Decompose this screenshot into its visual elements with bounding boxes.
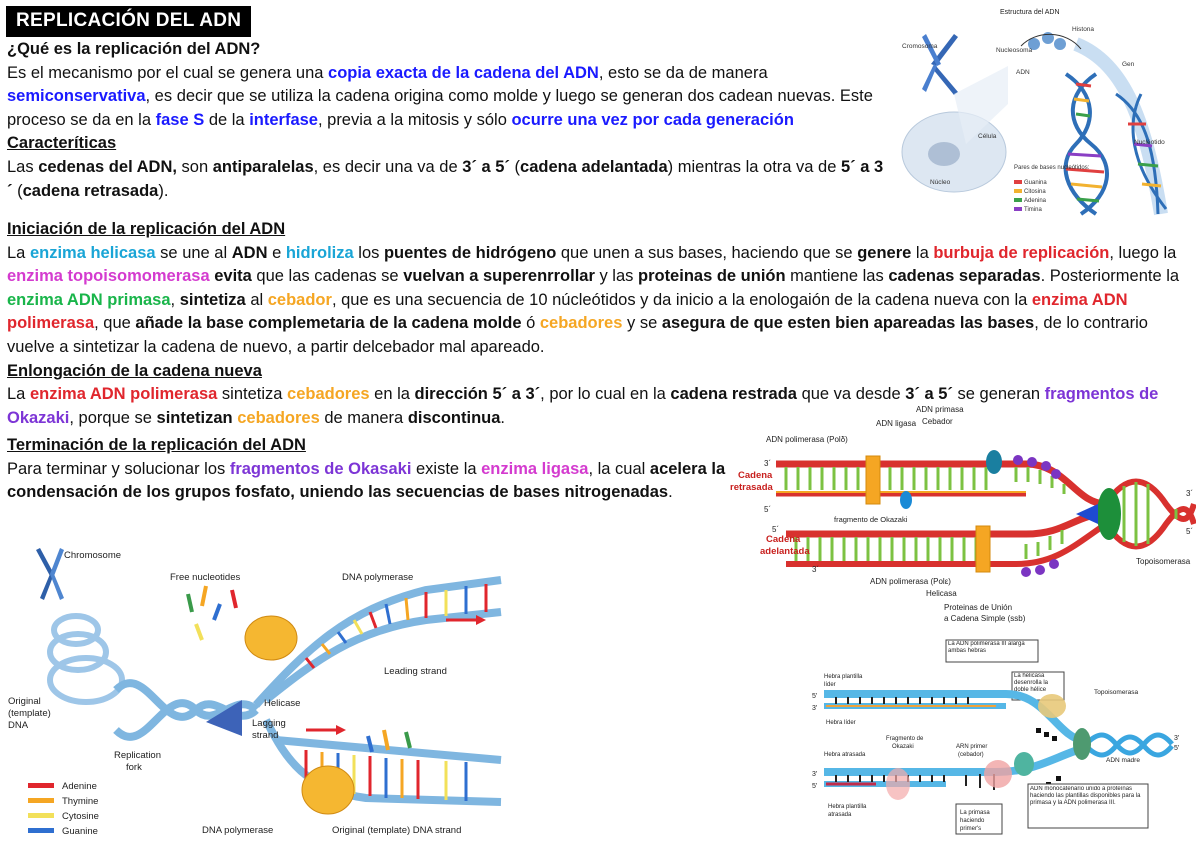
text: La	[7, 243, 30, 262]
note-primasa: haciendo	[960, 818, 985, 824]
section-heading: Enlongación de la cadena nueva	[7, 361, 262, 380]
text: los	[353, 243, 384, 262]
helicase-icon	[1097, 488, 1121, 540]
dna-polymerase-bottom-icon	[302, 766, 354, 814]
label-free-nucleotides: Free nucleotides	[170, 572, 241, 583]
highlight: burbuja de replicación	[933, 243, 1110, 262]
text: , de lo contrario vuelve a sintetizar la cadena de nuevo, a partir delcebador mal apareado.	[7, 314, 1148, 356]
label-topoisomerasa: Topoisomerasa	[1094, 689, 1139, 696]
label-celula: Célula	[978, 133, 997, 140]
bold-text: cadena adelantada	[520, 157, 668, 176]
highlight: cebador	[267, 290, 332, 309]
bold-text: añade la base complemetaria de la cadena molde	[135, 314, 522, 333]
label-adn: ADN	[1016, 69, 1030, 76]
legend-guanine: Guanine	[62, 826, 98, 837]
chromosome-icon	[36, 548, 64, 600]
label-original: (template)	[8, 708, 51, 719]
section-initiation	[7, 218, 1195, 430]
highlight: fragmentos de Okasaki	[229, 459, 412, 478]
legend-timina: Timina	[1024, 207, 1042, 213]
note-polymerase-iii: La ADN polimerasa III alarga ambas hebras	[948, 641, 1025, 654]
label-hebra-atrasada: Hebra atrasada	[824, 752, 866, 758]
legend-adenine: Adenine	[62, 781, 97, 792]
figure-title: Estructura del ADN	[1000, 9, 1060, 16]
note-ssb: ADN monocatenario unido a proteínas haciendo las plantillas disponibles para la primasa y la ADN polimerasa III.	[1030, 786, 1141, 806]
highlight: fase S	[155, 110, 205, 129]
text: (	[509, 157, 521, 176]
section-heading: Iniciación de la replicación del ADN	[7, 220, 286, 238]
label-helicase: Helicase	[264, 698, 301, 709]
label-original-strand: Original (template) DNA strand	[332, 825, 462, 836]
dna-polymerase-top-icon	[245, 616, 297, 660]
highlight: interfase	[249, 110, 318, 129]
highlight: enzima ADN polimerasa	[7, 290, 1128, 333]
label-ligasa: ADN ligasa	[876, 419, 917, 428]
lagging-strand-bases	[786, 467, 1064, 494]
label-primasa: ADN primasa	[916, 405, 964, 414]
polymerase-bottom-icon	[984, 760, 1012, 788]
okazaki-icon	[886, 768, 910, 800]
highlight: hidroliza	[285, 243, 354, 262]
primase-icon	[1014, 752, 1034, 776]
legend-guanina: Guanina	[1024, 180, 1047, 186]
label-3prime: 3´	[764, 459, 772, 468]
label-lagging: Lagging	[252, 718, 286, 729]
upper-bases	[836, 697, 968, 704]
text: (	[12, 181, 23, 200]
legend-thymine: Thymine	[62, 796, 99, 807]
label-pol-delta: ADN polimerasa (Polδ)	[766, 435, 848, 444]
highlight: enzima helicasa	[29, 243, 156, 262]
figure-replication-fork	[726, 404, 1196, 628]
text: .	[500, 408, 506, 427]
text: e	[267, 243, 286, 262]
polymerase-epsilon-icon	[976, 526, 990, 572]
label-ssb: a Cadena Simple (ssb)	[944, 614, 1026, 623]
polymerase-delta-icon	[866, 456, 880, 504]
bold-text: cadena restrada	[670, 385, 797, 404]
label-5prime: 5´	[1186, 527, 1194, 536]
label-hebra-plantilla: Hebra plantilla	[824, 674, 863, 680]
legend-cytosine: Cytosine	[62, 811, 99, 822]
section-heading: Caracteríticas	[7, 134, 117, 153]
label-original: DNA	[8, 720, 29, 731]
text: ó	[521, 314, 540, 333]
label-fragmento-okazaki: Okazaki	[892, 744, 914, 750]
bold-text: evita	[214, 267, 252, 286]
text: que unen a sus bases, haciendo que se	[556, 243, 858, 262]
label-hebra-plantilla-atrasada: Hebra plantilla	[828, 804, 867, 810]
text: Para terminar y solucionar los	[7, 459, 230, 478]
label-nucleotido: Nucléotido	[1134, 139, 1165, 146]
bold-text: discontinua	[407, 408, 501, 427]
text: , luego la	[1109, 243, 1177, 262]
label-arn-primer: ARN primer	[956, 744, 988, 750]
highlight: cebadores	[237, 408, 320, 427]
bold-text: cadena retrasada	[22, 181, 159, 200]
label-original: Original	[8, 696, 41, 707]
label-replication-fork: fork	[126, 762, 142, 773]
text: ,	[170, 290, 180, 309]
label-hebra-plantilla-atrasada: atrasada	[828, 812, 852, 818]
label-gen: Gen	[1122, 61, 1135, 68]
label-nucleosoma: Nucleosoma	[996, 47, 1033, 54]
label-dna-polymerase: DNA polymerase	[202, 825, 274, 836]
dna-coil	[50, 616, 122, 702]
figure-dna-structure	[896, 4, 1196, 220]
text: , es decir una va de	[313, 157, 463, 176]
helicase-icon	[1073, 728, 1091, 760]
label-leading-strand: Leading strand	[384, 666, 447, 677]
legend-citosina: Citosina	[1024, 189, 1046, 195]
label-3prime: 3´	[812, 565, 820, 574]
label-arn-primer: (cebador)	[958, 752, 984, 758]
text: , la cual	[588, 459, 650, 478]
highlight: copia exacta de la cadena del ADN	[328, 63, 599, 82]
text: son	[176, 157, 213, 176]
label-3prime: 3´	[1186, 489, 1194, 498]
text: que va desde	[796, 385, 906, 404]
bold-text: sintetizan	[156, 408, 233, 427]
label-adn-madre: ADN madre	[1106, 757, 1140, 764]
label-cadena-adelantada: adelantada	[760, 546, 810, 557]
note-primasa: primer's	[960, 826, 982, 832]
text: que las cadenas se	[251, 267, 404, 286]
text: Es el mecanismo por el cual se genera una	[7, 63, 329, 82]
label-cebador: Cebador	[922, 417, 953, 426]
text: . Posteriormente la	[1040, 267, 1180, 286]
text: .	[668, 483, 673, 502]
bold-text: 3´ a 5´	[905, 385, 953, 404]
text: , es decir que se utiliza la cadena origina como molde y luego se generan dos cadean nuevas. Este proceso se da en la	[7, 87, 873, 129]
label-hebra-plantilla: líder	[824, 682, 836, 688]
label-okazaki: fragmento de Okazaki	[834, 515, 908, 524]
text: se une al	[155, 243, 232, 262]
text: sintetiza	[217, 385, 288, 404]
label-5prime: 5'	[812, 693, 818, 700]
section-heading: Terminación de la replicación del ADN	[7, 436, 306, 454]
text: , por lo cual en la	[540, 385, 671, 404]
polymerase-top-icon	[1038, 694, 1066, 718]
label-3prime: 3'	[1174, 735, 1180, 742]
highlight: enzima topoisomomerasa	[7, 267, 210, 286]
highlight: cebadores	[287, 385, 370, 404]
text: la	[911, 243, 934, 262]
label-3prime: 3'	[812, 705, 818, 712]
text: al	[245, 290, 268, 309]
text: y las	[594, 267, 638, 286]
text: La	[7, 385, 30, 404]
bold-text: 3´ a 5´	[462, 157, 510, 176]
note-primasa: La primasa	[960, 810, 990, 816]
legend-adenina: Adenina	[1024, 198, 1047, 204]
label-dna-polymerase: DNA polymerase	[342, 572, 414, 583]
text: de manera	[319, 408, 408, 427]
section-what-is	[7, 38, 887, 203]
ligase-icon	[900, 491, 912, 509]
highlight: semiconservativa	[7, 87, 146, 106]
text: , que es una secuencia de 10 núcleótidos y da inicio a la enologaión de la cadena nueva con la	[331, 290, 1032, 309]
bold-text: 5´ a 3´	[7, 157, 884, 200]
label-hebra-lider: Hebra líder	[826, 720, 856, 726]
label-replication-fork: Replication	[114, 750, 161, 761]
label-nucleo: Núcleo	[930, 179, 951, 186]
label-5prime: 5´	[772, 525, 780, 534]
text: , previa a la mitosis y sólo	[317, 110, 512, 129]
text: de la	[204, 110, 250, 129]
text: , que	[94, 314, 136, 333]
bold-text: ADN	[231, 243, 268, 262]
text: se generan	[952, 385, 1045, 404]
section-heading: ¿Qué es la replicación del ADN?	[7, 40, 261, 58]
text: mantiene las	[785, 267, 889, 286]
bold-text: sintetiza	[179, 290, 246, 309]
highlight: cebadores	[539, 314, 623, 333]
highlight: enzima ligasa	[481, 459, 589, 478]
text: en la	[369, 385, 415, 404]
figure-replicacion-es	[806, 636, 1196, 844]
label-helicasa: Helicasa	[926, 589, 957, 598]
label-chromosome: Chromosome	[64, 550, 122, 561]
figure-dna-replication-en	[6, 540, 506, 840]
bold-text: cedenas del ADN,	[38, 157, 177, 176]
page-title: REPLICACIÓN DEL ADN	[6, 6, 251, 37]
parent-dna-helix	[1086, 735, 1172, 755]
label-3prime: 3'	[812, 771, 818, 778]
highlight: enzima ADN polimerasa	[29, 385, 218, 404]
label-cadena-retrasada: Cadena	[738, 470, 773, 481]
bold-text: asegura de que esten bien apareadas las bases	[661, 314, 1035, 333]
label-cadena-retrasada: retrasada	[730, 482, 773, 493]
label-fragmento-okazaki: Fragmento de	[886, 736, 924, 742]
text: Las	[7, 157, 39, 176]
highlight: enzima ADN primasa	[7, 290, 171, 309]
highlight: ocurre una vez por cada generación	[511, 110, 794, 129]
label-5prime: 5'	[812, 783, 818, 790]
label-pol-epsilon: ADN polimerasa (Polε)	[870, 577, 951, 586]
label-topoisomerasa: Topoisomerasa	[1136, 557, 1191, 566]
text: existe la	[411, 459, 482, 478]
highlight: fragmentos de Okazaki	[7, 385, 1159, 427]
bold-text: acelera la condensación de los grupos fosfato, uniendo las secuencias de bases nitrogenadas	[7, 459, 726, 502]
text: , esto se da de manera	[598, 63, 768, 82]
label-5prime: 5´	[764, 505, 772, 514]
note-helicasa: La helicasa desenrolla la doble hélice	[1014, 673, 1049, 693]
primase-icon	[986, 450, 1002, 474]
section-termination	[7, 434, 727, 505]
label-lagging: strand	[252, 730, 279, 741]
bold-text: cadenas separadas	[888, 267, 1041, 286]
bold-text: puentes de hidrógeno	[383, 243, 557, 262]
label-histona: Histona	[1072, 26, 1095, 33]
label-cromosoma: Cromosoma	[902, 43, 938, 50]
label-ssb: Proteinas de Unión	[944, 603, 1013, 612]
text: , porque se	[69, 408, 157, 427]
bold-text: dirección 5´ a 3´	[414, 385, 541, 404]
bold-text: antiparalelas	[212, 157, 314, 176]
bold-text: proteinas de unión	[637, 267, 786, 286]
label-cadena-adelantada: Cadena	[766, 534, 801, 545]
bold-text: vuelvan a superenrrollar	[403, 267, 595, 286]
label-pares: Pares de bases nucleótidos:	[1014, 165, 1090, 171]
bold-text: genere	[857, 243, 912, 262]
text: ) mientras la otra va de	[667, 157, 841, 176]
text: ).	[158, 181, 169, 200]
label-5prime: 5'	[1174, 745, 1180, 752]
text: y se	[622, 314, 662, 333]
